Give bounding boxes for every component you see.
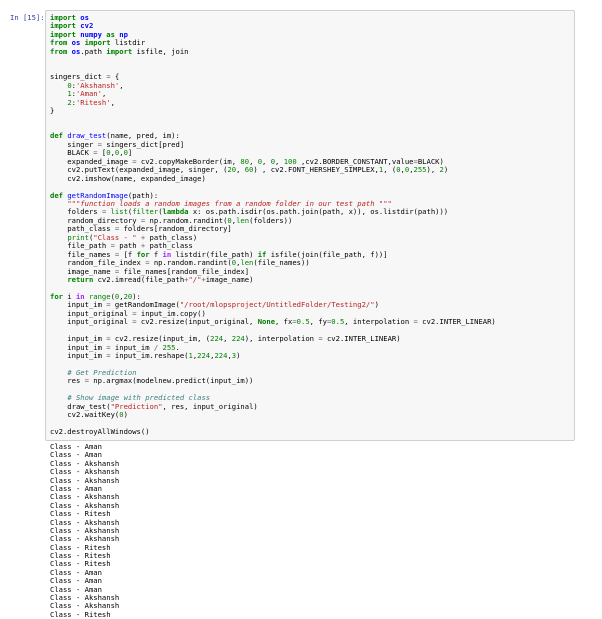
cell-prompt: In [15]:	[10, 13, 45, 22]
code-line: def getRandomImage(path):	[50, 190, 159, 200]
code-line: input_original = cv2.resize(input_original, None, fx=0.5, fy=0.5, interpolation = cv2.INTER_LINEAR)	[50, 317, 496, 327]
output-line: Class - Aman	[50, 450, 102, 460]
output-line: Class - Aman	[50, 567, 102, 577]
code-line: cv2.putText(expanded_image, singer, (20, 60) , cv2.FONT_HERSHEY_SIMPLEX,1, (0,0,255), 2)	[50, 165, 449, 175]
output-line: Class - Akshansh	[50, 525, 120, 535]
code-line: file_path = path + path_class	[50, 241, 193, 251]
code-line: input_im = input_im.reshape(1,224,224,3)	[50, 351, 241, 361]
code-line: return cv2.imread(file_path+"/"+image_name)	[67, 275, 254, 285]
cell-output	[50, 443, 119, 619]
code-line: random_directory = np.random.randint(0,len(folders))	[50, 215, 293, 225]
output-line: Class - Ritesh	[50, 559, 111, 569]
code-line: from os.path import isfile, join	[50, 46, 189, 56]
output-line: Class - Akshansh	[50, 492, 120, 502]
output-line: Class - Akshansh	[50, 601, 120, 611]
output-line: Class - Aman	[50, 442, 102, 451]
code-editor[interactable]	[50, 14, 496, 437]
output-line: Class - Ritesh	[50, 551, 111, 561]
code-cell[interactable]	[45, 10, 575, 441]
code-line: input_im = getRandomImage("/root/mlopsproject/UntitledFolder/Testing2/")	[50, 300, 379, 310]
code-line: 1:'Aman',	[67, 89, 107, 99]
output-line: Class - Akshansh	[50, 500, 120, 510]
output-line: Class - Ritesh	[50, 542, 111, 552]
output-line: Class - Ritesh	[50, 509, 111, 519]
code-line: path_class = folders[random_directory]	[50, 224, 232, 234]
code-line: input_original = input_im.copy()	[50, 308, 206, 318]
output-line: Class - Akshansh	[50, 593, 120, 603]
code-line: cv2.waitKey(0)	[50, 410, 128, 420]
code-line: def draw_test(name, pred, im):	[50, 131, 180, 141]
code-line: image_name = file_names[random_file_index]	[50, 266, 250, 276]
output-line: Class - Aman	[50, 576, 102, 586]
code-line: res = np.argmax(modelnew.predict(input_im))	[50, 376, 254, 386]
output-line: Class - Akshansh	[50, 517, 120, 527]
code-line: input_im = input_im / 255.	[50, 342, 180, 352]
output-line: Class - Ritesh	[50, 609, 111, 619]
code-line: file_names = [f for f in listdir(file_path) if isfile(join(file_path, f))]	[50, 249, 388, 259]
code-line: # Get Prediction	[67, 368, 137, 378]
code-line: singer = singers_dict[pred]	[50, 139, 185, 149]
code-line: from os import listdir	[50, 38, 146, 48]
code-line: import os	[50, 13, 89, 22]
code-line: expanded_image = cv2.copyMakeBorder(im, 80, 0, 0, 100 ,cv2.BORDER_CONSTANT,value=BLACK)	[50, 156, 444, 166]
code-line: """function loads a random images from a random folder in our test path """	[67, 198, 392, 208]
code-line: BLACK = [0,0,0]	[50, 148, 133, 158]
code-line: singers_dict = {	[50, 72, 120, 82]
output-line: Class - Akshansh	[50, 458, 120, 468]
code-line: draw_test("Prediction", res, input_original)	[50, 401, 258, 411]
code-line: 2:'Ritesh',	[67, 97, 115, 107]
code-line: input_im = cv2.resize(input_im, (224, 224), interpolation = cv2.INTER_LINEAR)	[50, 334, 401, 344]
output-line: Class - Akshansh	[50, 534, 120, 544]
code-line: import numpy as np	[50, 29, 128, 39]
code-line: }	[50, 105, 55, 115]
code-line: folders = list(filter(lambda x: os.path.isdir(os.path.join(path, x)), os.listdir(path)))	[50, 207, 449, 217]
code-line: import cv2	[50, 21, 94, 31]
code-line: random_file_index = np.random.randint(0,len(file_names))	[50, 258, 310, 268]
code-line: cv2.imshow(name, expanded_image)	[50, 173, 206, 183]
code-line: 0:'Akshansh',	[67, 80, 124, 90]
code-line: cv2.destroyAllWindows()	[50, 427, 150, 437]
output-line: Class - Akshansh	[50, 467, 120, 477]
output-line: Class - Aman	[50, 483, 102, 493]
code-line: print("Class - " + path_class)	[67, 232, 198, 242]
output-line: Class - Aman	[50, 584, 102, 594]
code-line: for i in range(0,20):	[50, 291, 141, 301]
output-line: Class - Akshansh	[50, 475, 120, 485]
code-line: # Show image with predicted class	[67, 393, 211, 403]
